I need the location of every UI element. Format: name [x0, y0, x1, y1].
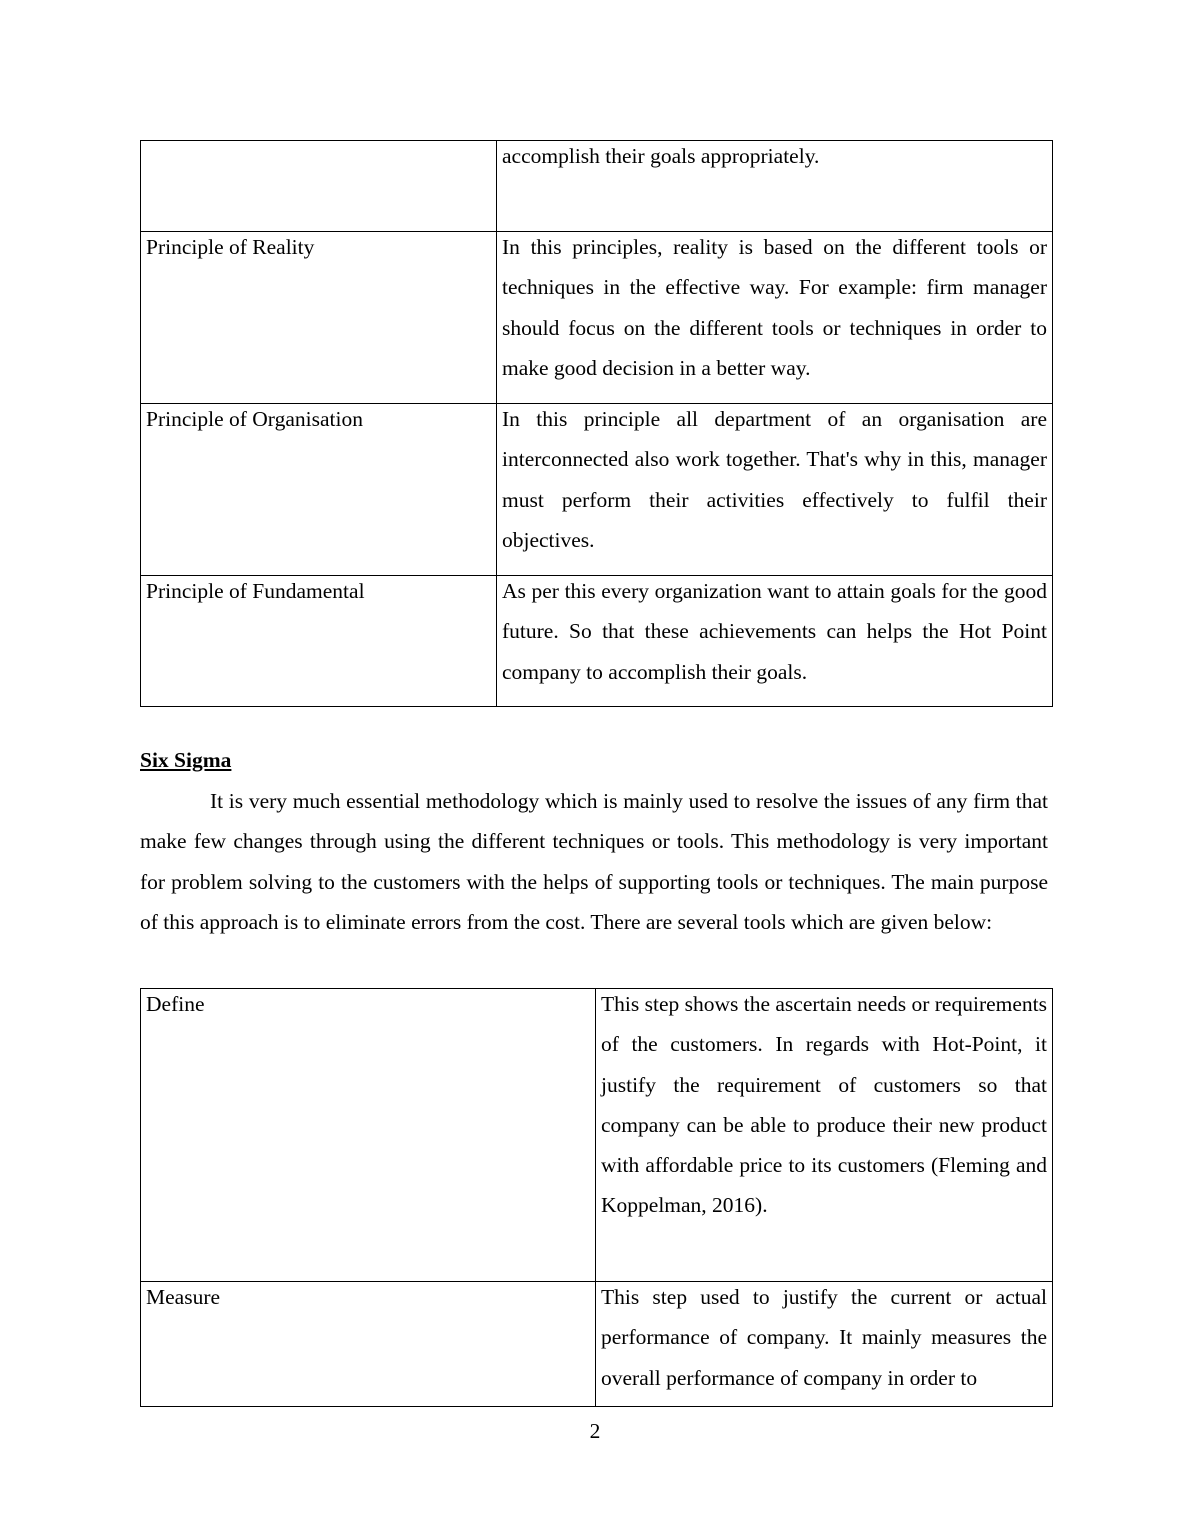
step-cell: Define [141, 989, 596, 1282]
six-sigma-steps-table [140, 988, 1053, 1407]
table-row [141, 141, 1053, 232]
principle-cell: Principle of Organisation [141, 404, 497, 576]
page-number: 2 [589, 1419, 601, 1443]
table-row [141, 232, 1053, 404]
principle-cell: Principle of Reality [141, 232, 497, 404]
table-row [141, 576, 1053, 707]
body-paragraph: It is very much essential methodology which is mainly used to resolve the issues of any firm that make few changes through using the different techniques or tools. This methodology is very important for problem solving to the customers with the helps of supporting tools or techniques. The main purpose of this approach is to eliminate errors from the cost. There are several tools which are given below: [140, 789, 1048, 934]
table-row [141, 1282, 1053, 1407]
table-row [141, 404, 1053, 576]
description-cell: accomplish their goals appropriately. [497, 141, 1053, 232]
description-cell: This step shows the ascertain needs or requirements of the customers. In regards with Hot-Point, it justify the requirement of customers so that company can be able to produce their new product with affordable price to its customers (Fleming and Koppelman, 2016). [596, 989, 1053, 1282]
principle-cell: Principle of Fundamental [141, 576, 497, 707]
principle-cell [141, 141, 497, 232]
principles-table [140, 140, 1053, 707]
table-row [141, 989, 1053, 1282]
description-cell: This step used to justify the current or actual performance of company. It mainly measures the overall performance of company in order to [596, 1282, 1053, 1407]
description-cell: In this principles, reality is based on the different tools or techniques in the effective way. For example: firm manager should focus on the different tools or techniques in order to make good decision in a better way. [497, 232, 1053, 404]
section-heading: Six Sigma [140, 748, 232, 772]
step-cell: Measure [141, 1282, 596, 1407]
description-cell: As per this every organization want to attain goals for the good future. So that these achievements can helps the Hot Point company to accomplish their goals. [497, 576, 1053, 707]
description-cell: In this principle all department of an organisation are interconnected also work together. That's why in this, manager must perform their activities effectively to fulfil their objectives. [497, 404, 1053, 576]
